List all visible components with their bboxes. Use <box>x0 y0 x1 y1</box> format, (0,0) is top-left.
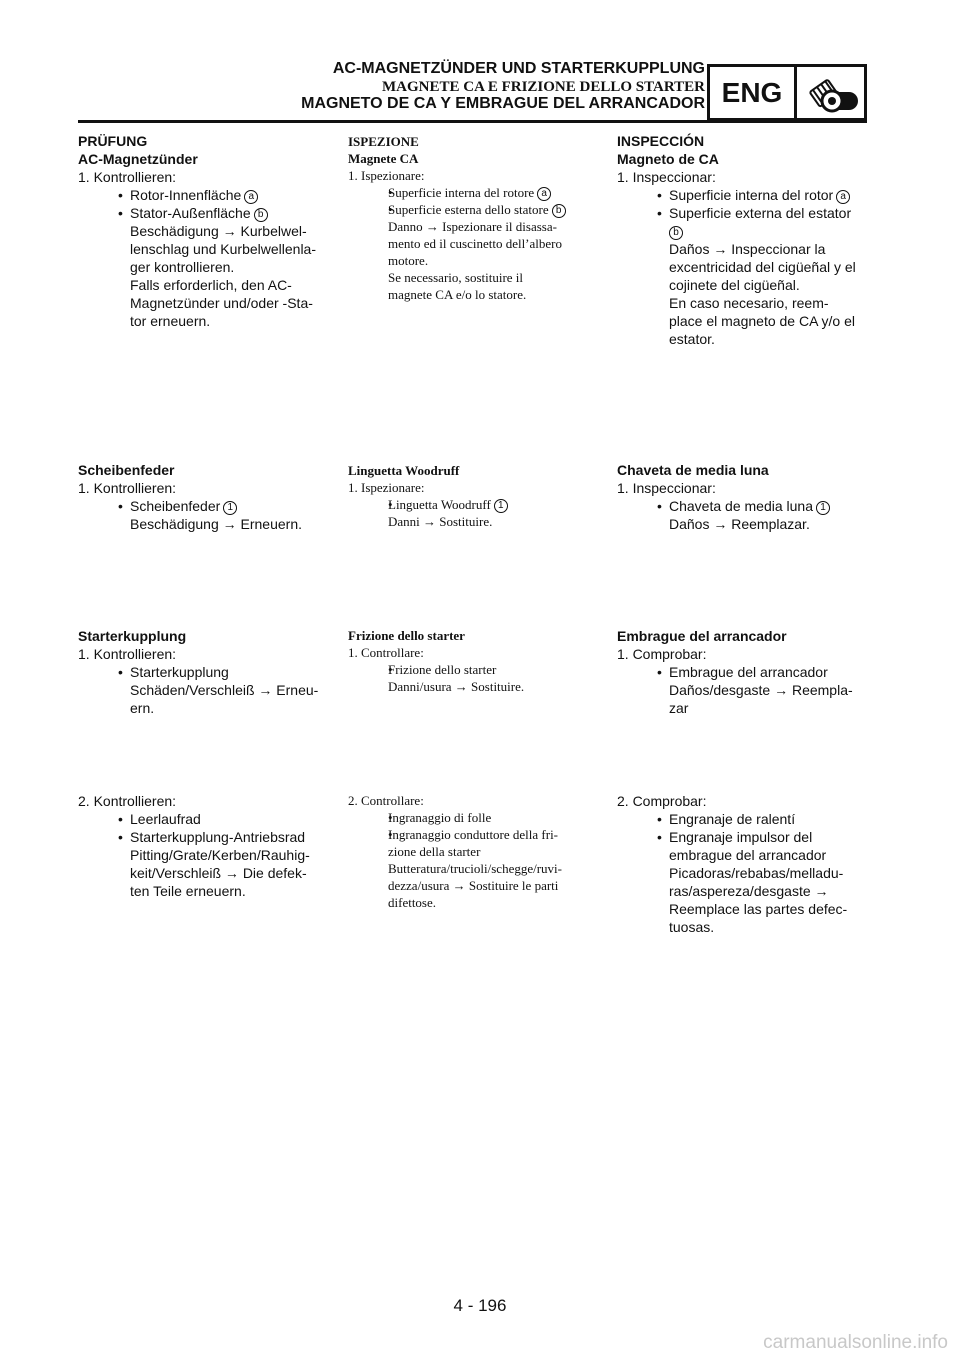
bullet-item: • Stator-Außenfläche b <box>78 204 333 222</box>
step: 1. Controllare: <box>348 645 424 660</box>
instruction-text: excentricidad del cigüeñal y el <box>669 259 856 275</box>
subsection-heading: Linguetta Woodruff <box>348 463 460 478</box>
instruction-text: Beschädigung → Erneuern. <box>130 516 302 532</box>
step: 1. Kontrollieren: <box>78 646 177 662</box>
subsection-heading: Embrague del arrancador <box>617 628 787 644</box>
callout-marker: b <box>552 204 566 218</box>
title-german: AC-MAGNETZÜNDER UND STARTERKUPPLUNG <box>332 60 705 77</box>
italian-section-starter-clutch <box>348 627 598 695</box>
spanish-section-woodruff <box>617 461 869 533</box>
instruction-text: Butteratura/trucioli/schegge/ruvi- <box>388 861 562 876</box>
instruction-text: tuosas. <box>669 919 715 935</box>
italian-section-inspection <box>348 133 598 303</box>
callout-marker: b <box>669 226 683 240</box>
bullet-item: • Linguetta Woodruff 1 <box>348 496 598 513</box>
instruction-text: Falls erforderlich, den AC- <box>130 277 292 293</box>
spanish-section-starter-clutch <box>617 627 869 717</box>
section-heading: PRÜFUNG <box>78 133 148 149</box>
subsection-heading: Frizione dello starter <box>348 628 465 643</box>
instruction-text: magnete CA e/o lo statore. <box>388 287 527 302</box>
section-tag <box>707 64 867 121</box>
subsection-heading: Chaveta de media luna <box>617 462 769 478</box>
subsection-heading: AC-Magnetzünder <box>78 151 198 167</box>
instruction-text: Daños → Inspeccionar la <box>669 241 826 257</box>
instruction-text: Reemplace las partes defec- <box>669 901 848 917</box>
step: 1. Kontrollieren: <box>78 169 177 185</box>
callout-marker: 1 <box>223 501 237 515</box>
instruction-text: Daños → Reemplazar. <box>669 516 810 532</box>
instruction-text: Magnetzünder und/oder -Sta- <box>130 295 313 311</box>
bullet-item: • Engranaje de ralentí <box>617 810 869 828</box>
instruction-text: Beschädigung → Kurbelwel- <box>130 223 307 239</box>
instruction-text: lenschlag und Kurbelwellenla- <box>130 241 317 257</box>
step: 2. Controllare: <box>348 793 424 808</box>
instruction-text: place el magneto de CA y/o el <box>669 313 856 329</box>
instruction-text: zar <box>669 700 689 716</box>
italian-section-gears <box>348 792 598 911</box>
instruction-text: motore. <box>388 253 429 268</box>
instruction-text: ern. <box>130 700 155 716</box>
instruction-text: Schäden/Verschleiß → Erneu- <box>130 682 319 698</box>
section-heading: ISPEZIONE <box>348 134 419 149</box>
subsection-heading: Starterkupplung <box>78 628 187 644</box>
bullet-item: • Chaveta de media luna 1 <box>617 497 869 515</box>
instruction-text: Danni/usura → Sostituire. <box>388 679 525 694</box>
step: 2. Comprobar: <box>617 793 707 809</box>
instruction-text: En caso necesario, reem- <box>669 295 829 311</box>
engine-wrench-icon <box>797 67 864 118</box>
callout-marker: a <box>537 187 551 201</box>
instruction-text: ras/aspereza/desgaste → <box>669 883 829 899</box>
instruction-text: keit/Verschleiß → Die defek- <box>130 865 307 881</box>
step: 1. Inspeccionar: <box>617 169 716 185</box>
instruction-text: Danno → Ispezionare il disassa- <box>388 219 557 234</box>
instruction-text: Se necessario, sostituire il <box>388 270 524 285</box>
subsection-heading: Scheibenfeder <box>78 462 175 478</box>
bullet-item: • Ingranaggio conduttore della fri- <box>348 826 598 843</box>
step: 1. Inspeccionar: <box>617 480 716 496</box>
callout-marker: 1 <box>494 499 508 513</box>
page-number: 4 - 196 <box>453 1296 507 1315</box>
instruction-text: Picadoras/rebabas/melladu- <box>669 865 844 881</box>
bullet-item: • Frizione dello starter <box>348 661 598 678</box>
bullet-item: • Starterkupplung <box>78 663 333 681</box>
instruction-text: cojinete del cigüeñal. <box>669 277 800 293</box>
bullet-item: • Superficie interna del rotore a <box>348 184 598 201</box>
page-header <box>0 0 960 130</box>
title-italian: MAGNETE CA E FRIZIONE DELLO STARTER <box>381 79 705 95</box>
instruction-text: zione della starter <box>388 844 481 859</box>
callout-marker: 1 <box>816 501 830 515</box>
german-section-woodruff <box>78 461 333 533</box>
subsection-heading: Magneto de CA <box>617 151 719 167</box>
bullet-item: • Superficie externa del estator <box>617 204 869 222</box>
instruction-text: embrague del arrancador <box>669 847 827 863</box>
instruction-text: tor erneuern. <box>130 313 211 329</box>
german-section-gears <box>78 792 333 900</box>
section-tag-label: ENG <box>710 67 797 118</box>
watermark: carmanualsonline.info <box>763 1332 948 1353</box>
instruction-text: Daños/desgaste → Reempla- <box>669 682 853 698</box>
bullet-item: • Rotor-Innenfläche a <box>78 186 333 204</box>
instruction-text: estator. <box>669 331 715 347</box>
italian-section-woodruff <box>348 462 598 530</box>
section-heading: INSPECCIÓN <box>617 133 705 149</box>
subsection-heading: Magnete CA <box>348 151 419 166</box>
bullet-item: • Leerlaufrad <box>78 810 333 828</box>
instruction-text: Danni → Sostituire. <box>388 514 493 529</box>
callout-marker: a <box>836 190 850 204</box>
callout-marker: b <box>254 208 268 222</box>
step: 1. Kontrollieren: <box>78 480 177 496</box>
bullet-item: • Engranaje impulsor del <box>617 828 869 846</box>
instruction-text: Pitting/Grate/Kerben/Rauhig- <box>130 847 310 863</box>
spanish-section-inspection <box>617 132 869 348</box>
instruction-text: ten Teile erneuern. <box>130 883 246 899</box>
callout-marker: a <box>244 190 258 204</box>
bullet-item: • Starterkupplung-Antriebsrad <box>78 828 333 846</box>
step: 1. Ispezionare: <box>348 168 425 183</box>
spanish-section-gears <box>617 792 869 936</box>
instruction-text: ger kontrollieren. <box>130 259 235 275</box>
step: 1. Comprobar: <box>617 646 707 662</box>
instruction-text: difettose. <box>388 895 437 910</box>
callout-line <box>617 222 869 240</box>
instruction-text: dezza/usura → Sostituire le parti <box>388 878 559 893</box>
step: 1. Ispezionare: <box>348 480 425 495</box>
title-spanish: MAGNETO DE CA Y EMBRAGUE DEL ARRANCADOR <box>301 95 705 112</box>
instruction-text: mento ed il cuscinetto dell’albero <box>388 236 562 251</box>
german-section-inspection <box>78 132 333 330</box>
bullet-item: • Embrague del arrancador <box>617 663 869 681</box>
bullet-item: • Scheibenfeder 1 <box>78 497 333 515</box>
german-section-starter-clutch <box>78 627 333 717</box>
step: 2. Kontrollieren: <box>78 793 177 809</box>
bullet-item: • Ingranaggio di folle <box>348 809 598 826</box>
bullet-item: • Superficie interna del rotor a <box>617 186 869 204</box>
bullet-item: • Superficie esterna dello statore b <box>348 201 598 218</box>
